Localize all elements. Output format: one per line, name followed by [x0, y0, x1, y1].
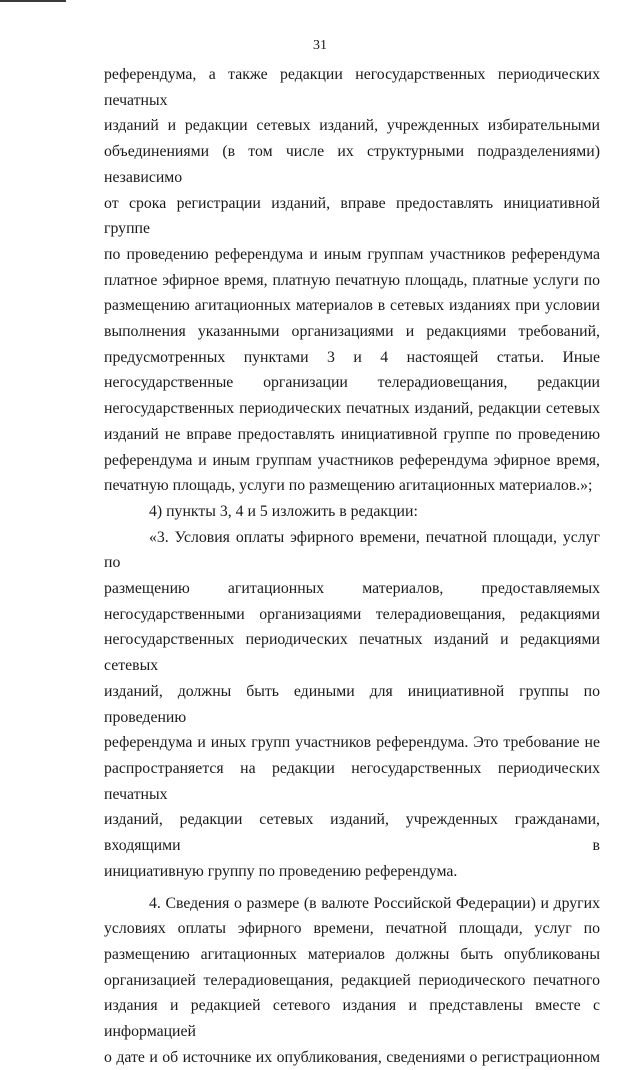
text-line: о дате и об источнике их опубликования, сведениями о регистрационном — [104, 1048, 600, 1066]
text-line: изданий и редакции сетевых изданий, учрежденных избирательными — [104, 117, 600, 135]
text-line: негосударственные организации телерадиовещания, редакции — [104, 374, 600, 392]
text-line: изданий, редакции сетевых изданий, учрежденных гражданами, входящими в — [104, 811, 600, 855]
text-line: организацией телерадиовещания, редакцией периодического печатного — [104, 971, 600, 989]
text-line: размещению агитационных материалов должны быть опубликованы — [104, 945, 600, 963]
text-line: негосударственными организациями телерадиовещания, редакциями — [104, 605, 600, 623]
text-line: изданий, должны быть едиными для инициативной группы по проведению — [104, 682, 600, 726]
text-line: предусмотренных пунктами 3 и 4 настоящей статьи. Иные — [104, 348, 600, 366]
scan-border-line — [0, 0, 66, 2]
text-line: по проведению референдума и иным группам участников референдума — [104, 245, 600, 263]
text-line: размещению агитационных материалов в сетевых изданиях при условии — [104, 297, 600, 315]
text-line: негосударственных периодических печатных изданий, редакции сетевых — [104, 400, 600, 418]
text-line: изданий не вправе предоставлять инициативной группе по проведению — [104, 425, 600, 443]
text-line: инициативную группу по проведению референдума. — [104, 862, 458, 880]
text-line: 4) пункты 3, 4 и 5 изложить в редакции: — [149, 502, 418, 520]
text-line: печатную площадь, услуги по размещению агитационных материалов.»; — [104, 477, 593, 495]
text-line: «3. Условия оплаты эфирного времени, печатной площади, услуг по — [104, 528, 600, 572]
text-line: распространяется на редакции негосударственных периодических печатных — [104, 759, 600, 803]
text-line: условиях оплаты эфирного времени, печатной площади, услуг по — [104, 920, 600, 938]
text-line: размещению агитационных материалов, предоставляемых — [104, 580, 600, 598]
text-line: 4. Сведения о размере (в валюте Российской Федерации) и других — [149, 894, 600, 912]
text-line: выполнения указанными организациями и редакциями требований, — [104, 323, 600, 341]
text-line: платное эфирное время, платную печатную площадь, платные услуги по — [104, 271, 600, 289]
text-line: от срока регистрации изданий, вправе предоставлять инициативной группе — [104, 194, 600, 238]
text-line: референдума и иным группам участников референдума эфирное время, — [104, 451, 600, 469]
text-line: референдума, а также редакции негосударственных периодических печатных — [104, 66, 600, 109]
text-line: объединениями (в том числе их структурными подразделениями) независимо — [104, 143, 600, 186]
page-number: 31 — [313, 38, 327, 53]
text-line: издания и редакцией сетевого издания и представлены вместе с информацией — [104, 997, 600, 1041]
text-line: референдума и иных групп участников референдума. Это требование не — [104, 734, 600, 752]
document-body — [104, 62, 600, 1070]
text-line: негосударственных периодических печатных изданий и редакциями сетевых — [104, 631, 600, 675]
